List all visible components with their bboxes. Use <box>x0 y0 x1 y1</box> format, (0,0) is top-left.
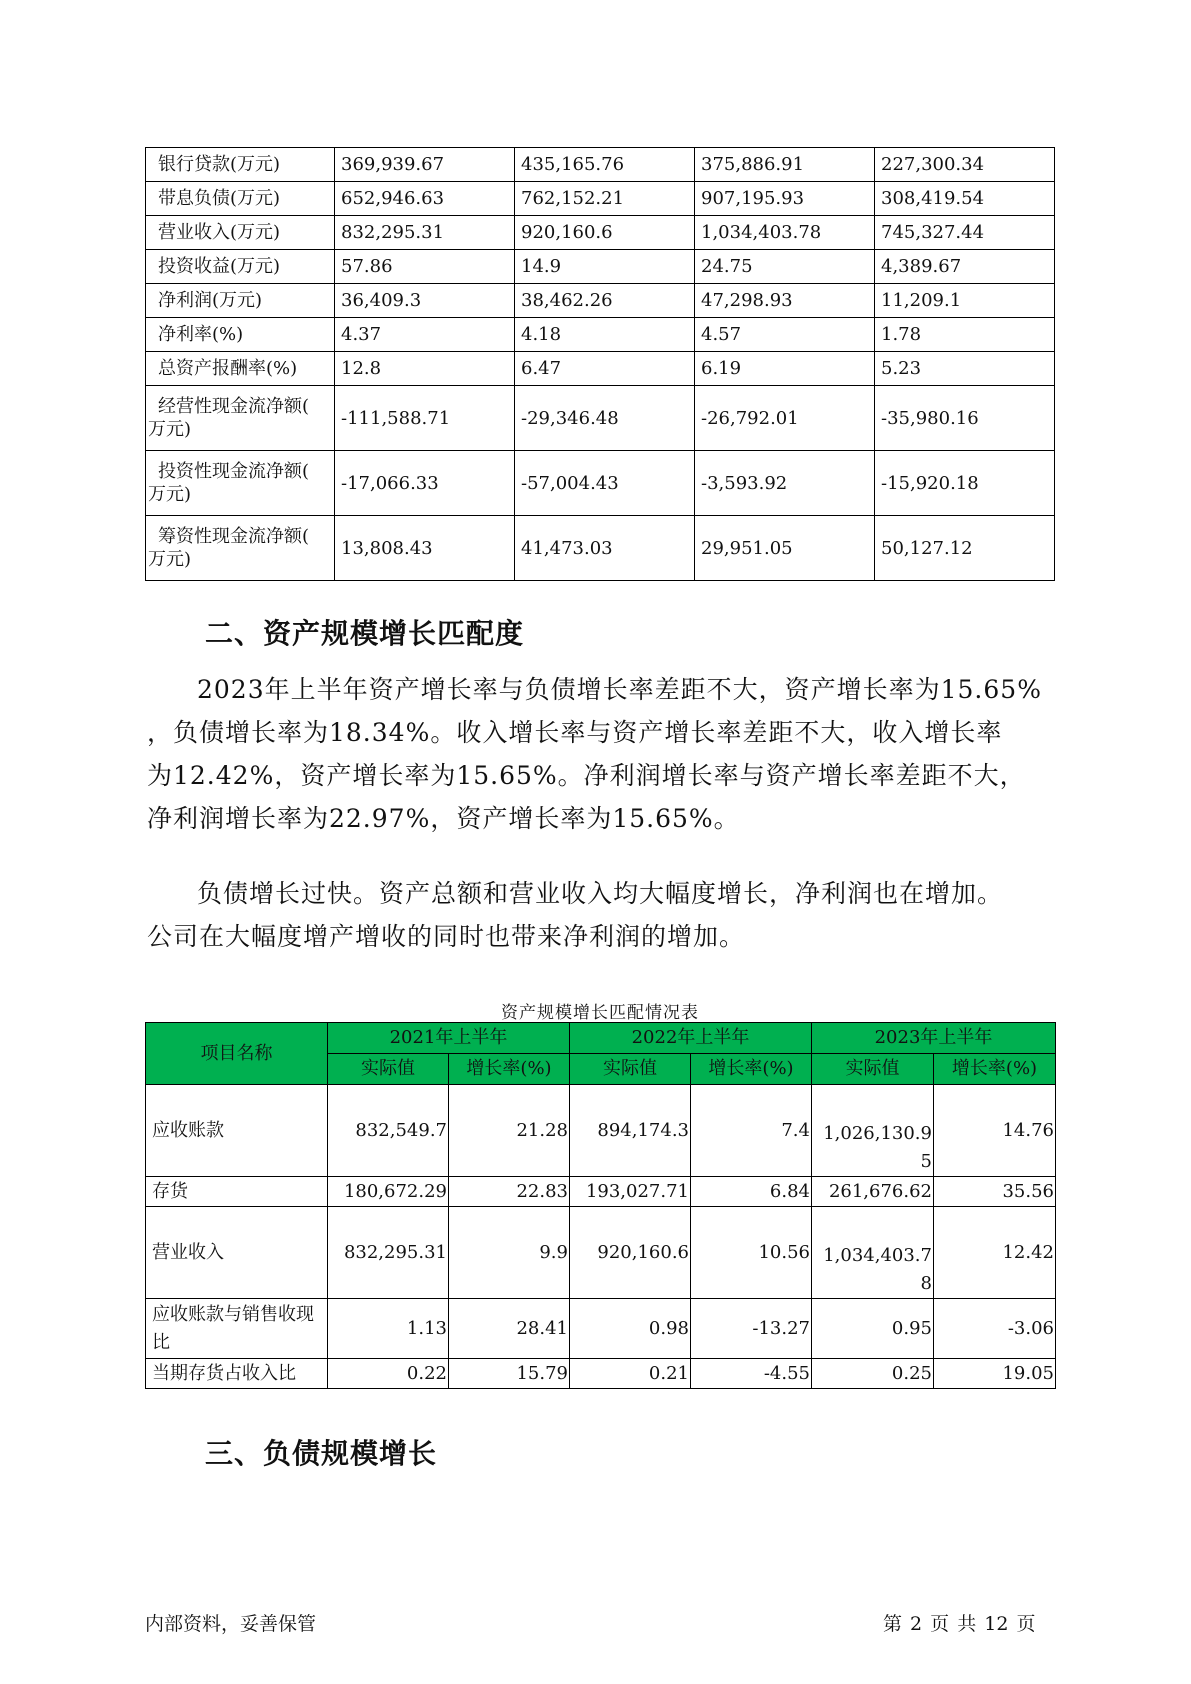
row-label: 总资产报酬率(%) <box>146 352 335 386</box>
table-row <box>146 451 1055 516</box>
paragraph-debt-growth <box>147 872 1067 958</box>
table-cell: 832,295.31 <box>328 1207 449 1299</box>
table-cell: 745,327.44 <box>875 216 1055 250</box>
table-row <box>146 1207 1056 1299</box>
row-name: 营业收入 <box>146 1207 328 1299</box>
table-row <box>146 1359 1056 1389</box>
table-row <box>146 352 1055 386</box>
header-period: 2021年上半年 <box>328 1023 570 1054</box>
row-label: 带息负债(万元) <box>146 182 335 216</box>
header-actual: 实际值 <box>570 1054 691 1085</box>
table-row <box>146 148 1055 182</box>
row-name: 存货 <box>146 1177 328 1207</box>
table-cell: 0.21 <box>570 1359 691 1389</box>
table-cell: 47,298.93 <box>695 284 875 318</box>
table-cell: 832,549.7 <box>328 1085 449 1177</box>
table-cell: 261,676.62 <box>812 1177 934 1207</box>
table-cell: 14.76 <box>934 1085 1056 1177</box>
row-name: 应收账款 <box>146 1085 328 1177</box>
table-cell: 12.8 <box>335 352 515 386</box>
table-cell: -13.27 <box>691 1299 812 1359</box>
header-actual: 实际值 <box>812 1054 934 1085</box>
section-heading-debt-growth: 三、负债规模增长 <box>205 1437 438 1470</box>
table-cell: -111,588.71 <box>335 386 515 451</box>
table-cell: 6.84 <box>691 1177 812 1207</box>
paragraph-line: 负债增长过快。资产总额和营业收入均大幅度增长，净利润也在增加。 <box>197 879 1004 908</box>
table-cell: 13,808.43 <box>335 516 515 581</box>
row-label-line2: 万元) <box>148 484 192 505</box>
table-cell: 4.18 <box>515 318 695 352</box>
table-cell: -29,346.48 <box>515 386 695 451</box>
table-cell: 21.28 <box>449 1085 570 1177</box>
table-row <box>146 250 1055 284</box>
table-cell: 50,127.12 <box>875 516 1055 581</box>
table-cell: -15,920.18 <box>875 451 1055 516</box>
header-actual: 实际值 <box>328 1054 449 1085</box>
table-cell: 29,951.05 <box>695 516 875 581</box>
table-cell: 36,409.3 <box>335 284 515 318</box>
table-cell: -35,980.16 <box>875 386 1055 451</box>
row-label: 营业收入(万元) <box>146 216 335 250</box>
table-cell: 11,209.1 <box>875 284 1055 318</box>
row-label-line2: 万元) <box>148 419 192 440</box>
table-row <box>146 516 1055 581</box>
asset-growth-matching-table <box>145 1022 1056 1389</box>
table-cell: 1,026,130.95 <box>812 1085 934 1177</box>
table-cell: 1.78 <box>875 318 1055 352</box>
footer-page-number: 第 2 页 共 12 页 <box>883 1613 1036 1635</box>
table-cell: 4,389.67 <box>875 250 1055 284</box>
paragraph-line: 2023年上半年资产增长率与负债增长率差距不大，资产增长率为15.65% <box>197 675 1042 704</box>
table-cell: 12.42 <box>934 1207 1056 1299</box>
table-cell: 832,295.31 <box>335 216 515 250</box>
row-label <box>146 451 335 516</box>
table-cell: 6.19 <box>695 352 875 386</box>
table-cell: 0.95 <box>812 1299 934 1359</box>
table-cell: 7.4 <box>691 1085 812 1177</box>
header-period: 2022年上半年 <box>570 1023 812 1054</box>
paragraph-line: 公司在大幅度增产增收的同时也带来净利润的增加。 <box>147 922 746 951</box>
table-cell: 227,300.34 <box>875 148 1055 182</box>
row-label: 投资收益(万元) <box>146 250 335 284</box>
table-row <box>146 1299 1056 1359</box>
table-cell: -3,593.92 <box>695 451 875 516</box>
table-cell: 0.25 <box>812 1359 934 1389</box>
table-cell: 0.98 <box>570 1299 691 1359</box>
table-cell: 894,174.3 <box>570 1085 691 1177</box>
table-cell: 1,034,403.78 <box>695 216 875 250</box>
table-row <box>146 182 1055 216</box>
row-name: 应收账款与销售收现比 <box>146 1299 328 1359</box>
table-cell: 1,034,403.78 <box>812 1207 934 1299</box>
table-cell: 38,462.26 <box>515 284 695 318</box>
table-cell: 435,165.76 <box>515 148 695 182</box>
header-growth: 增长率(%) <box>934 1054 1056 1085</box>
row-label: 净利率(%) <box>146 318 335 352</box>
table-cell: -57,004.43 <box>515 451 695 516</box>
table-cell: 920,160.6 <box>515 216 695 250</box>
table-header-row <box>146 1023 1056 1054</box>
table-cell: 28.41 <box>449 1299 570 1359</box>
table-row <box>146 216 1055 250</box>
table-cell: 4.37 <box>335 318 515 352</box>
table-row <box>146 318 1055 352</box>
section-heading-asset-growth: 二、资产规模增长匹配度 <box>205 617 525 650</box>
table-cell: 14.9 <box>515 250 695 284</box>
table-cell: 0.22 <box>328 1359 449 1389</box>
paragraph-line: 为12.42%，资产增长率为15.65%。净利润增长率与资产增长率差距不大， <box>147 761 1026 790</box>
table-cell: 193,027.71 <box>570 1177 691 1207</box>
table-cell: 5.23 <box>875 352 1055 386</box>
table-cell: -3.06 <box>934 1299 1056 1359</box>
table-cell: 6.47 <box>515 352 695 386</box>
row-label: 净利润(万元) <box>146 284 335 318</box>
table-cell: 308,419.54 <box>875 182 1055 216</box>
table-cell: -17,066.33 <box>335 451 515 516</box>
table-row <box>146 1085 1056 1177</box>
table-cell: 375,886.91 <box>695 148 875 182</box>
header-period: 2023年上半年 <box>812 1023 1056 1054</box>
table-cell: 9.9 <box>449 1207 570 1299</box>
table-caption: 资产规模增长匹配情况表 <box>501 1003 699 1023</box>
row-name: 当期存货占收入比 <box>146 1359 328 1389</box>
table-cell: 15.79 <box>449 1359 570 1389</box>
table-cell: 41,473.03 <box>515 516 695 581</box>
row-label: 银行贷款(万元) <box>146 148 335 182</box>
financial-indicators-table <box>145 147 1055 581</box>
table-cell: 24.75 <box>695 250 875 284</box>
table-row <box>146 386 1055 451</box>
table-cell: 1.13 <box>328 1299 449 1359</box>
table-cell: 22.83 <box>449 1177 570 1207</box>
table-cell: 920,160.6 <box>570 1207 691 1299</box>
row-label <box>146 386 335 451</box>
table-cell: 10.56 <box>691 1207 812 1299</box>
paragraph-line: ，负债增长率为18.34%。收入增长率与资产增长率差距不大，收入增长率 <box>147 718 1003 747</box>
table-cell: 180,672.29 <box>328 1177 449 1207</box>
table-cell: 57.86 <box>335 250 515 284</box>
table-cell: 652,946.63 <box>335 182 515 216</box>
row-label-line1: 投资性现金流净额( <box>158 461 310 482</box>
header-growth: 增长率(%) <box>691 1054 812 1085</box>
table-cell: -4.55 <box>691 1359 812 1389</box>
paragraph-growth-rates <box>147 668 1067 840</box>
row-label-line2: 万元) <box>148 549 192 570</box>
table-cell: -26,792.01 <box>695 386 875 451</box>
table-cell: 4.57 <box>695 318 875 352</box>
paragraph-line: 净利润增长率为22.97%，资产增长率为15.65%。 <box>147 804 740 833</box>
table-cell: 35.56 <box>934 1177 1056 1207</box>
table-cell: 907,195.93 <box>695 182 875 216</box>
footer-confidential-note: 内部资料，妥善保管 <box>145 1613 317 1635</box>
table-row <box>146 284 1055 318</box>
table-cell: 19.05 <box>934 1359 1056 1389</box>
row-label <box>146 516 335 581</box>
table-row <box>146 1177 1056 1207</box>
header-item-name: 项目名称 <box>146 1023 328 1085</box>
header-growth: 增长率(%) <box>449 1054 570 1085</box>
table-cell: 762,152.21 <box>515 182 695 216</box>
row-label-line1: 筹资性现金流净额( <box>158 526 310 547</box>
row-label-line1: 经营性现金流净额( <box>158 396 310 417</box>
table-cell: 369,939.67 <box>335 148 515 182</box>
